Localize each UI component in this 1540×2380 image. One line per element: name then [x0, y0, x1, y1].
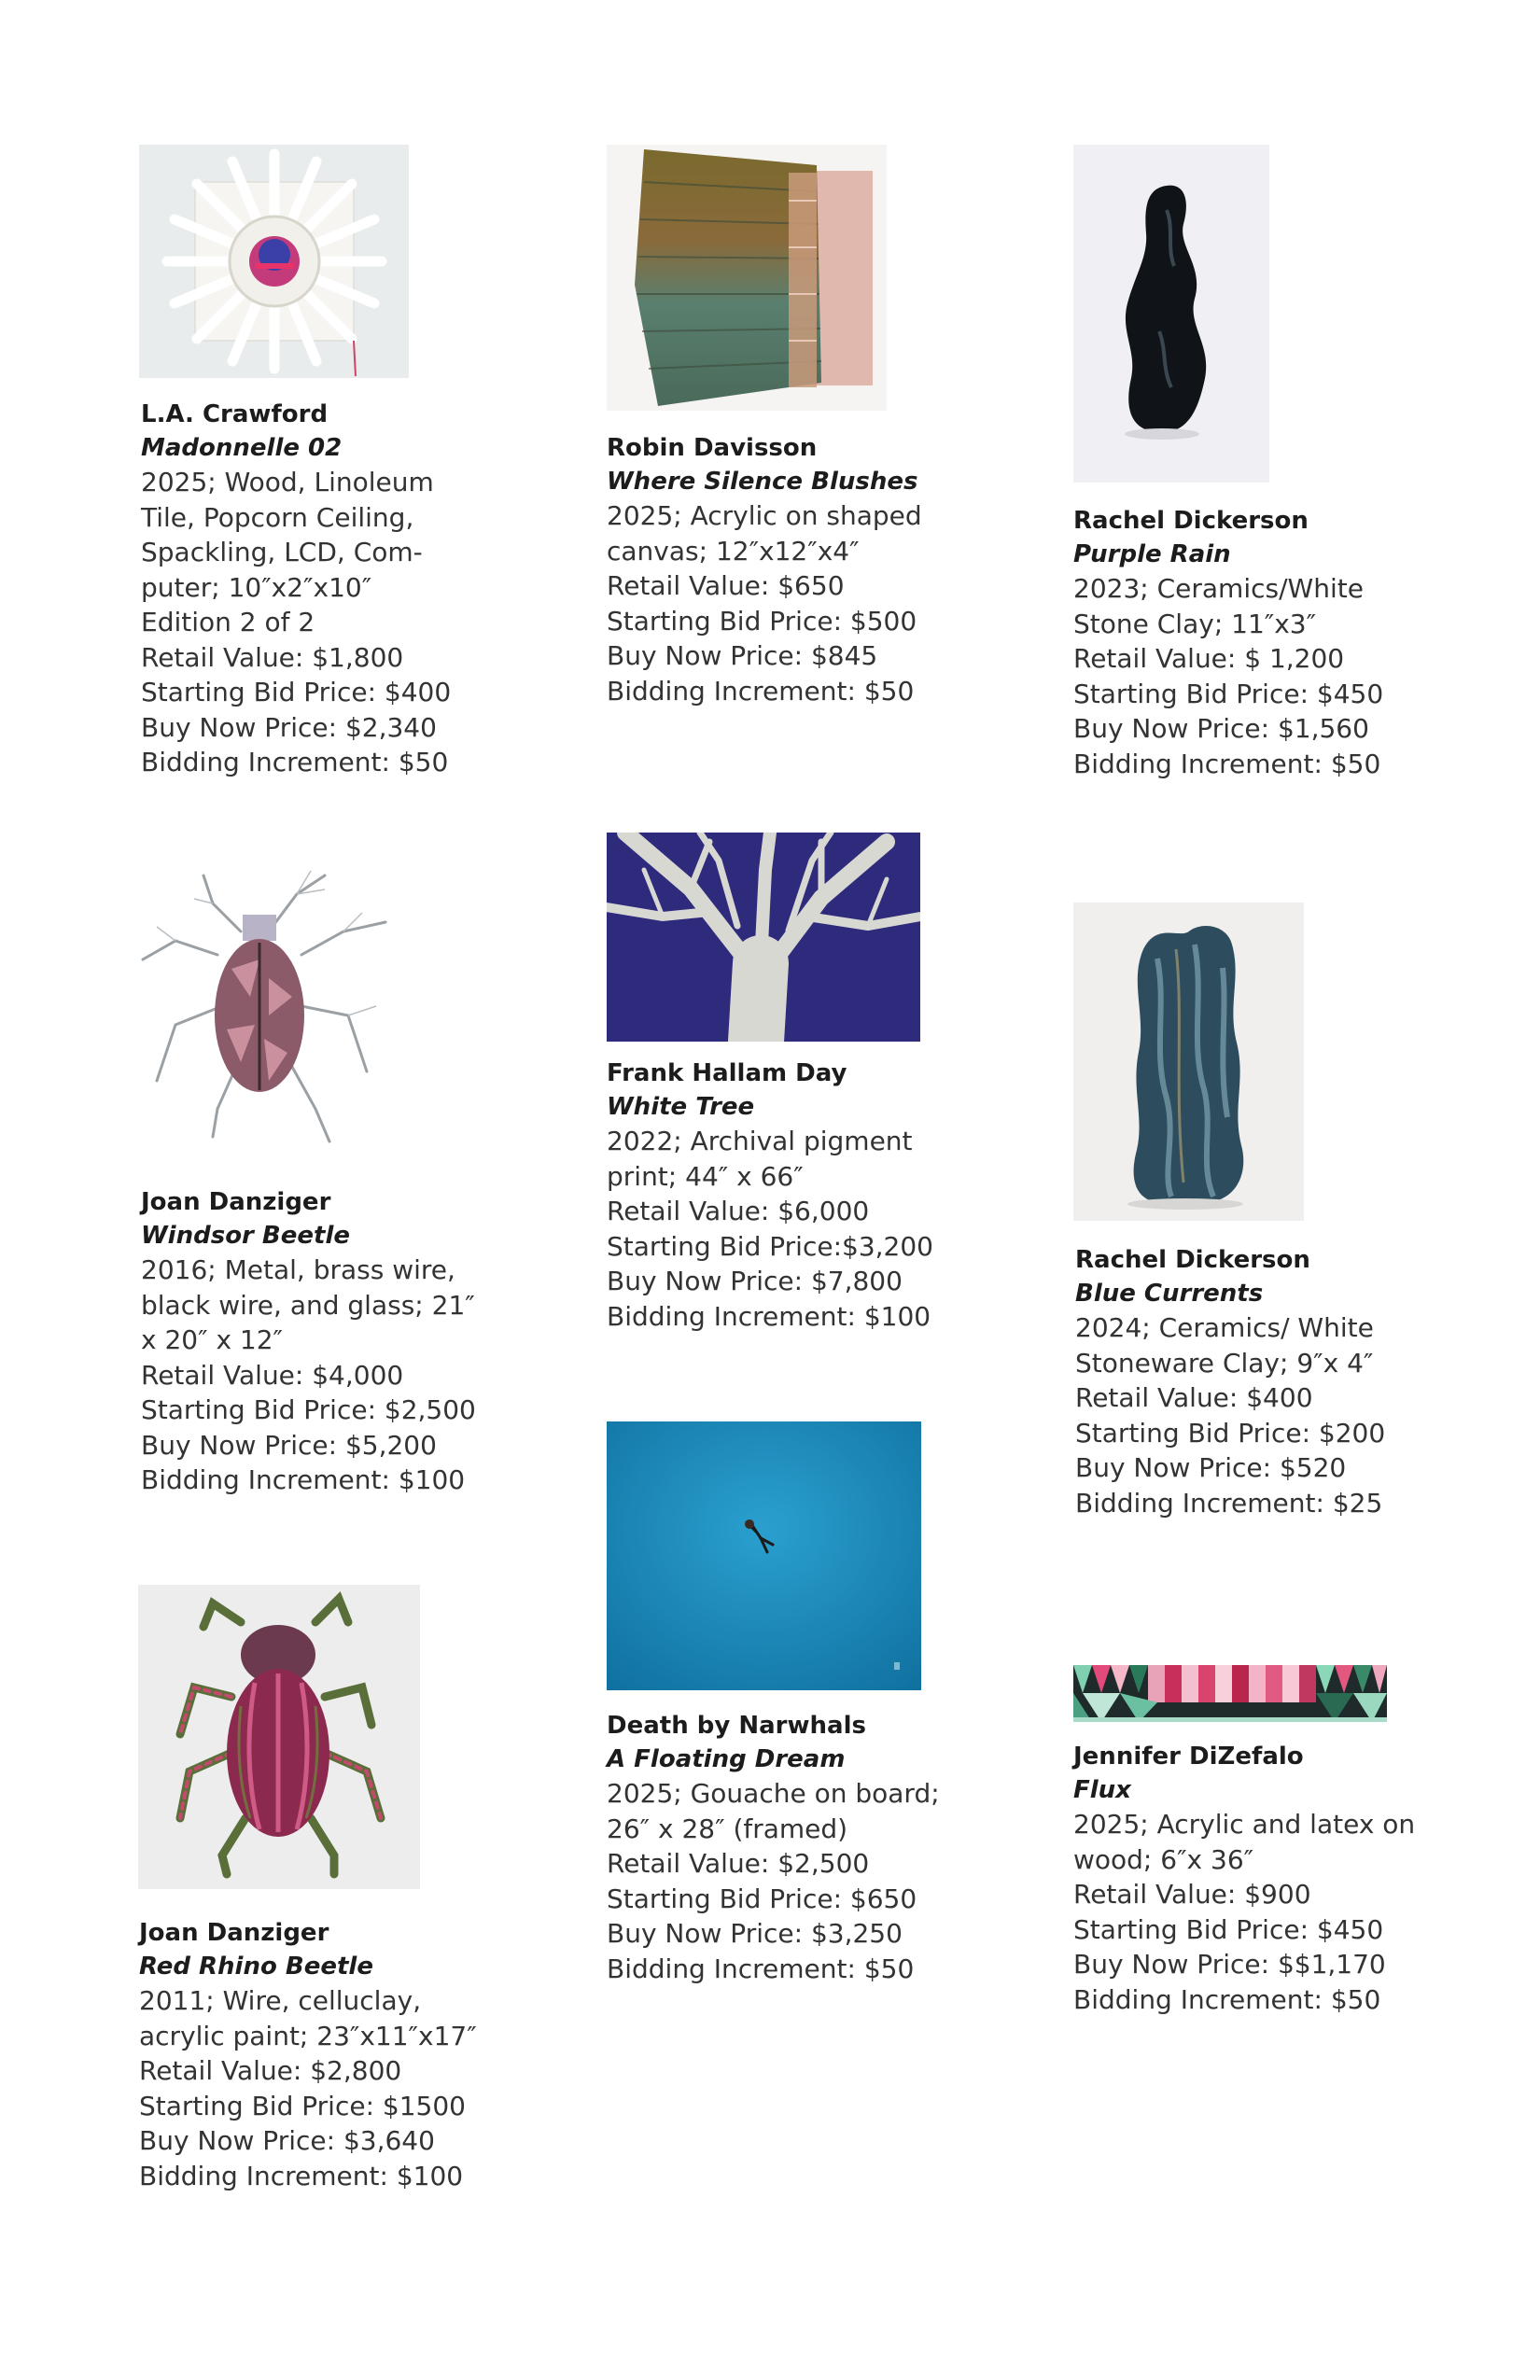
artwork-image [139, 145, 409, 378]
starting-bid: Starting Bid Price: $450 [1073, 678, 1384, 709]
artist-name: Joan Danziger [139, 1919, 329, 1947]
details-line: 2025; Acrylic and latex on [1073, 1809, 1416, 1840]
buy-now-price: Buy Now Price: $5,200 [141, 1429, 437, 1461]
artwork-image [1073, 145, 1269, 483]
artwork-image [138, 866, 392, 1151]
artwork-image [607, 833, 920, 1042]
artist-name: Jennifer DiZefalo [1073, 1743, 1304, 1771]
starting-bid: Starting Bid Price: $200 [1075, 1417, 1386, 1449]
artwork-details [141, 1185, 477, 1498]
artist-name: L.A. Crawford [141, 400, 329, 428]
artist-name: Frank Hallam Day [607, 1059, 847, 1087]
artwork-image [607, 1421, 921, 1690]
artwork-title: Where Silence Blushes [607, 468, 918, 496]
retail-value: Retail Value: $400 [1075, 1382, 1313, 1413]
retail-value: Retail Value: $1,800 [141, 641, 404, 673]
details-line: 2024; Ceramics/ White [1075, 1312, 1374, 1343]
starting-bid: Starting Bid Price:$3,200 [607, 1230, 933, 1262]
artwork-title: A Floating Dream [607, 1745, 846, 1773]
details-line: 2025; Wood, Linoleum [141, 467, 434, 497]
buy-now-price: Buy Now Price: $3,640 [139, 2125, 435, 2156]
retail-value: Retail Value: $ 1,200 [1073, 643, 1345, 674]
retail-value: Retail Value: $900 [1073, 1879, 1311, 1910]
buy-now-price: Buy Now Price: $845 [607, 640, 878, 671]
details-line: 2025; Gouache on board; [607, 1778, 940, 1809]
starting-bid: Starting Bid Price: $400 [141, 677, 452, 707]
bidding-increment: Bidding Increment: $100 [607, 1300, 931, 1332]
buy-now-price: Buy Now Price: $520 [1075, 1452, 1347, 1483]
buy-now-price: Buy Now Price: $$1,170 [1073, 1949, 1386, 1980]
details-line: black wire, and glass; 21″ [141, 1289, 475, 1321]
artwork-details [1073, 504, 1409, 781]
artwork-title: Red Rhino Beetle [139, 1953, 373, 1981]
details-line: acrylic paint; 23″x11″x17″ [139, 2020, 477, 2051]
buy-now-price: Buy Now Price: $1,560 [1073, 713, 1369, 744]
artwork-title: Windsor Beetle [141, 1222, 350, 1250]
artwork-image [607, 145, 887, 411]
bidding-increment: Bidding Increment: $50 [607, 1953, 915, 1984]
buy-now-price: Buy Now Price: $3,250 [607, 1918, 903, 1949]
details-line: Tile, Popcorn Ceiling, [141, 501, 414, 533]
details-line: print; 44″ x 66″ [607, 1160, 804, 1192]
details-line: puter; 10″x2″x10″ [141, 571, 372, 603]
artwork-title: Madonnelle 02 [141, 434, 343, 462]
details-line: 26″ x 28″ (framed) [607, 1813, 848, 1844]
bidding-increment: Bidding Increment: $50 [1073, 1983, 1381, 2015]
bidding-increment: Bidding Increment: $100 [139, 2160, 464, 2191]
details-line: Stoneware Clay; 9″x 4″ [1075, 1347, 1374, 1379]
artwork-details [607, 1709, 943, 1986]
details-line: Spackling, LCD, Com- [141, 537, 423, 567]
details-line: 2022; Archival pigment [607, 1126, 913, 1156]
bidding-increment: Bidding Increment: $50 [141, 747, 449, 777]
retail-value: Retail Value: $650 [607, 570, 845, 601]
artist-name: Robin Davisson [607, 434, 818, 462]
details-line: 2016; Metal, brass wire, [141, 1254, 455, 1285]
details-line: 2023; Ceramics/White [1073, 573, 1364, 604]
artwork-title: White Tree [607, 1093, 755, 1121]
details-line: wood; 6″x 36″ [1073, 1843, 1254, 1875]
artist-name: Death by Narwhals [607, 1712, 866, 1740]
details-line: Stone Clay; 11″x3″ [1073, 608, 1317, 639]
retail-value: Retail Value: $6,000 [607, 1196, 870, 1226]
buy-now-price: Buy Now Price: $7,800 [607, 1266, 903, 1296]
artwork-details [1075, 1243, 1411, 1520]
artwork-details [141, 398, 477, 780]
buy-now-price: Buy Now Price: $2,340 [141, 711, 437, 743]
artwork-image [138, 1585, 420, 1889]
artist-name: Joan Danziger [141, 1188, 331, 1216]
retail-value: Retail Value: $2,800 [139, 2055, 402, 2086]
starting-bid: Starting Bid Price: $500 [607, 605, 917, 637]
starting-bid: Starting Bid Price: $650 [607, 1883, 917, 1914]
artwork-details [139, 1916, 475, 2193]
artwork-title: Purple Rain [1073, 540, 1231, 568]
starting-bid: Starting Bid Price: $2,500 [141, 1394, 476, 1425]
details-line: 2011; Wire, celluclay, [139, 1985, 422, 2016]
retail-value: Retail Value: $2,500 [607, 1848, 870, 1879]
details-line: canvas; 12″x12″x4″ [607, 535, 860, 567]
artist-name: Rachel Dickerson [1073, 507, 1309, 535]
bidding-increment: Bidding Increment: $100 [141, 1464, 466, 1495]
starting-bid: Starting Bid Price: $1500 [139, 2090, 466, 2121]
bidding-increment: Bidding Increment: $50 [607, 675, 915, 707]
artwork-details [1073, 1740, 1416, 2017]
artwork-details [607, 431, 943, 708]
artwork-title: Blue Currents [1075, 1280, 1264, 1308]
artwork-details [607, 1057, 943, 1334]
starting-bid: Starting Bid Price: $450 [1073, 1913, 1384, 1945]
details-line: Edition 2 of 2 [141, 607, 315, 637]
artwork-title: Flux [1073, 1776, 1131, 1804]
artwork-image [1073, 1665, 1387, 1722]
retail-value: Retail Value: $4,000 [141, 1359, 404, 1391]
bidding-increment: Bidding Increment: $50 [1073, 748, 1381, 779]
details-line: 2025; Acrylic on shaped [607, 500, 922, 531]
details-line: x 20″ x 12″ [141, 1324, 284, 1355]
artist-name: Rachel Dickerson [1075, 1246, 1310, 1274]
artwork-image [1073, 903, 1304, 1221]
bidding-increment: Bidding Increment: $25 [1075, 1487, 1383, 1519]
